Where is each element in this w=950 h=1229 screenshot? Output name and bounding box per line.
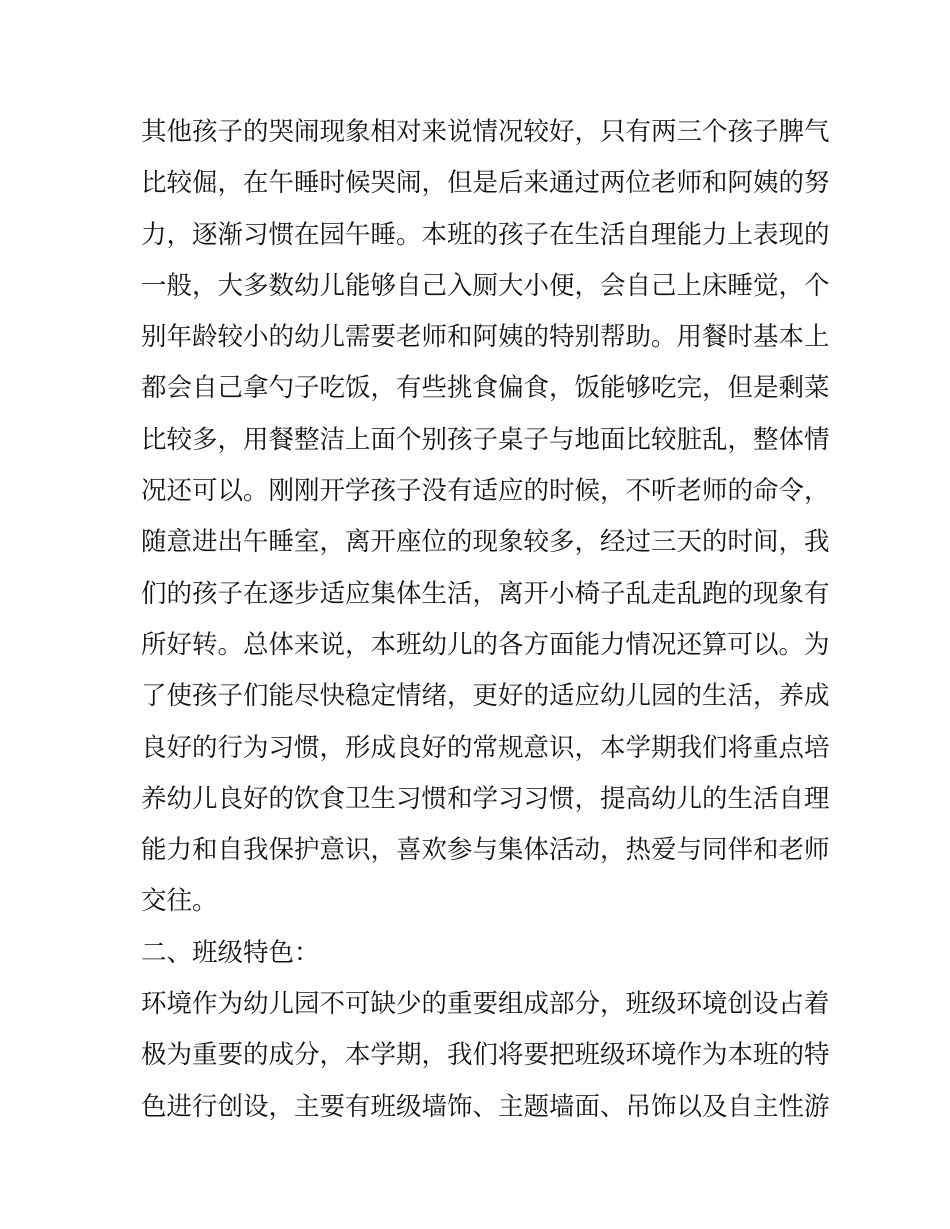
text-line: 随意进出午睡室，离开座位的现象较多，经过三天的时间，我 bbox=[141, 527, 830, 558]
text-line: 色进行创设，主要有班级墙饰、主题墙面、吊饰以及自主性游 bbox=[141, 1091, 830, 1122]
text-line: 极为重要的成分，本学期，我们将要把班级环境作为本班的特 bbox=[141, 1040, 830, 1071]
text-line: 别年龄较小的幼儿需要老师和阿姨的特别帮助。用餐时基本上 bbox=[141, 322, 830, 353]
text-line: 力，逐渐习惯在园午睡。本班的孩子在生活自理能力上表现的 bbox=[141, 219, 830, 250]
text-line: 环境作为幼儿园不可缺少的重要组成部分，班级环境创设占着 bbox=[141, 989, 830, 1020]
text-line: 其他孩子的哭闹现象相对来说情况较好，只有两三个孩子脾气 bbox=[141, 117, 830, 147]
text-line: 都会自己拿勺子吃饭，有些挑食偏食，饭能够吃完，但是剩菜 bbox=[141, 373, 830, 404]
text-line: 交往。 bbox=[141, 886, 218, 917]
text-line: 能力和自我保护意识，喜欢参与集体活动，热爱与同伴和老师 bbox=[141, 835, 830, 866]
text-line: 况还可以。刚刚开学孩子没有适应的时候，不听老师的命令， bbox=[141, 476, 830, 507]
text-line: 比较倔，在午睡时候哭闹，但是后来通过两位老师和阿姨的努 bbox=[141, 168, 830, 199]
text-line: 养幼儿良好的饮食卫生习惯和学习习惯，提高幼儿的生活自理 bbox=[141, 783, 830, 814]
text-line: 所好转。总体来说，本班幼儿的各方面能力情况还算可以。为 bbox=[141, 629, 830, 660]
text-line: 良好的行为习惯，形成良好的常规意识，本学期我们将重点培 bbox=[141, 732, 830, 763]
text-line: 了使孩子们能尽快稳定情绪，更好的适应幼儿园的生活，养成 bbox=[141, 681, 830, 712]
text-line: 比较多，用餐整洁上面个别孩子桌子与地面比较脏乱，整体情 bbox=[141, 424, 830, 455]
document-body bbox=[141, 107, 830, 1133]
text-line: 们的孩子在逐步适应集体生活，离开小椅子乱走乱跑的现象有 bbox=[141, 578, 830, 609]
text-line: 一般，大多数幼儿能够自己入厕大小便，会自己上床睡觉，个 bbox=[141, 270, 830, 301]
section-heading: 二、班级特色： bbox=[141, 937, 320, 968]
